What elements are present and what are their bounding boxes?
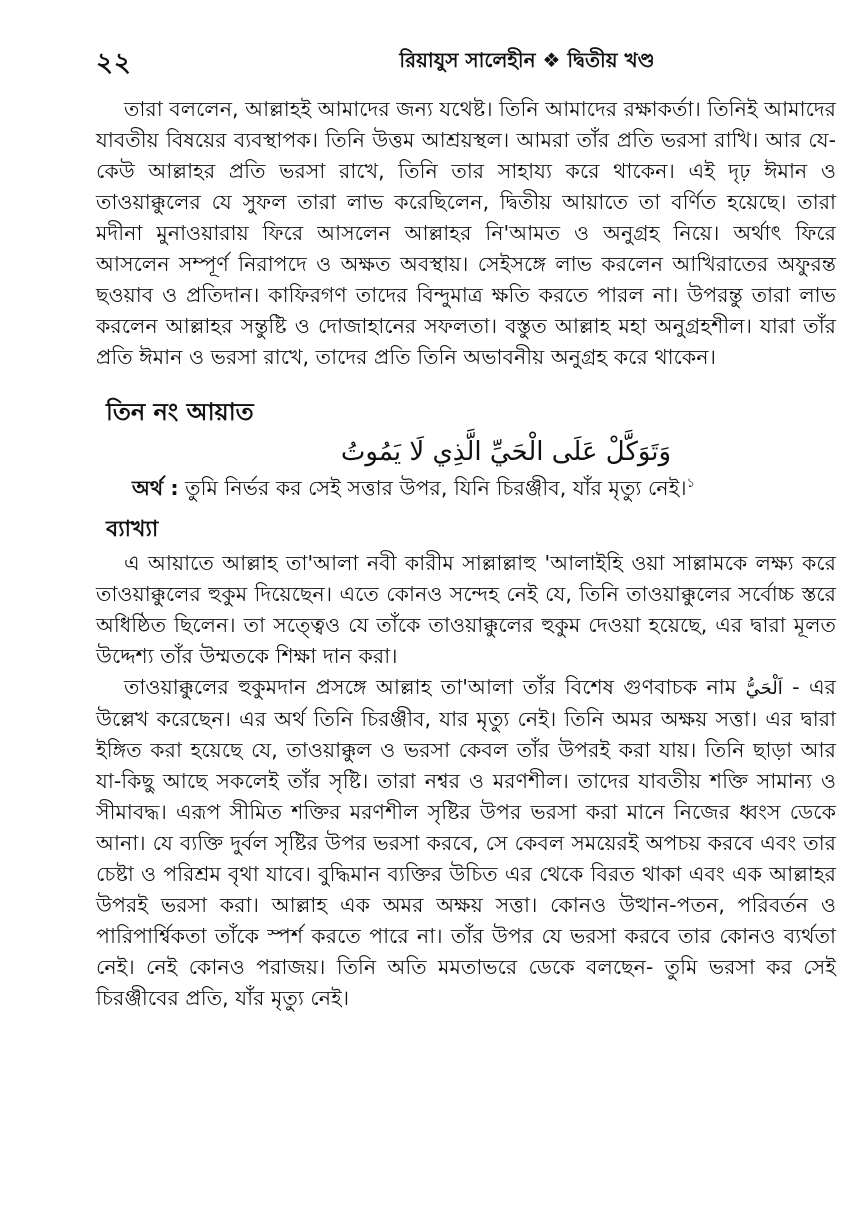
page-body: [96, 94, 836, 1014]
arabic-verse: وَتَوَكَّلْ عَلَى الْحَيِّ الَّذِي لَا يَمُوتُ: [340, 437, 672, 467]
explanation-heading: ব্যাখ্যা: [106, 517, 159, 542]
meaning-label: অর্থ :: [132, 476, 179, 500]
footnote-marker: ১: [686, 476, 696, 492]
running-head: [96, 42, 838, 82]
meaning-text: তুমি নির্ভর কর সেই সত্তার উপর, যিনি চিরঞ্জীব, যাঁর মৃত্যু নেই।: [185, 476, 687, 500]
header-title: রিয়াযুস সালেহীন ❖ দ্বিতীয় খণ্ড: [399, 48, 655, 72]
paragraph-3-before: তাওয়াক্কুলের হুকুমদান প্রসঙ্গে আল্লাহ তা'আলা তাঁর বিশেষ গুণবাচক নাম: [124, 675, 737, 699]
paragraph-explanation-1: এ আয়াতে আল্লাহ তা'আলা নবী কারীম সাল্লাল্লাহু 'আলাইহি ওয়া সাল্লামকে লক্ষ্য করে তাওয়াক্কুলের হুকুম দিয়েছেন। এতে কোনও সন্দেহ নেই যে, তিনি তাওয়াক্কুলের সর্বোচ্চ স্তরে অধিষ্ঠিত ছিলেন। তা সত্ত্বেও যে তাঁকে তাওয়াক্কুলের হুকুম দেওয়া হয়েছে, এর দ্বারা মূলত উদ্দেশ্য তাঁর উম্মতকে শিক্ষা দান করা।: [96, 551, 836, 668]
paragraph-3-after: - এর উল্লেখ করেছেন। এর অর্থ তিনি চিরঞ্জীব, যার মৃত্যু নেই। তিনি অমর অক্ষয় সত্তা। এর দ্বারা ইঙ্গিত করা হয়েছে যে, তাওয়াক্কুল ও ভরসা কেবল তাঁর উপরই করা যায়। তিনি ছাড়া আর যা-কিছু আছে সকলেই তাঁর সৃষ্টি। তারা নশ্বর ও মরণশীল। তাদের যাবতীয় শক্তি সামান্য ও সীমাবদ্ধ। এরূপ সীমিত শক্তির মরণশীল সৃষ্টির উপর ভরসা করা মানে নিজের ধ্বংস ডেকে আনা। যে ব্যক্তি দুর্বল সৃষ্টির উপর ভরসা করবে, সে কেবল সময়েরই অপচয় করবে এবং তার চেষ্টা ও পরিশ্রম বৃথা যাবে। বুদ্ধিমান ব্যক্তির উচিত এর থেকে বিরত থাকা এবং এক আল্লাহর উপরই ভরসা করা। আল্লাহ এক অমর অক্ষয় সত্তা। কোনও উত্থান-পতন, পরিবর্তন ও পারিপার্শ্বিকতা তাঁকে স্পর্শ করতে পারে না। তাঁর উপর যে ভরসা করবে তার কোনও ব্যর্থতা নেই। নেই কোনও পরাজয়। তিনি অতি মমতাভরে ডেকে বলছেন- তুমি ভরসা কর সেই চিরঞ্জীবের প্রতি, যাঁর মৃত্যু নেই।: [96, 675, 837, 1010]
paragraph-intro: তারা বললেন, আল্লাহই আমাদের জন্য যথেষ্ট। তিনি আমাদের রক্ষাকর্তা। তিনিই আমাদের যাবতীয় বিষয়ের ব্যবস্থাপক। তিনি উত্তম আশ্রয়স্থল। আমরা তাঁর প্রতি ভরসা রাখি। আর যে-কেউ আল্লাহর প্রতি ভরসা রাখে, তিনি তার সাহায্য করে থাকেন। এই দৃঢ় ঈমান ও তাওয়াক্কুলের যে সুফল তারা লাভ করেছিলেন, দ্বিতীয় আয়াতে তা বর্ণিত হয়েছে। তারা মদীনা মুনাওয়ারায় ফিরে আসলেন আল্লাহর নি'আমত ও অনুগ্রহ নিয়ে। অর্থাৎ ফিরে আসলেন সম্পূর্ণ নিরাপদে ও অক্ষত অবস্থায়। সেইসঙ্গে লাভ করলেন আখিরাতের অফুরন্ত ছওয়াব ও প্রতিদান। কাফিরগণ তাদের বিন্দুমাত্র ক্ষতি করতে পারল না। উপরন্তু তারা লাভ করলেন আল্লাহর সন্তুষ্টি ও দোজাহানের সফলতা। বস্তুত আল্লাহ মহা অনুগ্রহশীল। যারা তাঁর প্রতি ঈমান ও ভরসা রাখে, তাদের প্রতি তিনি অভাবনীয় অনুগ্রহ করে থাকেন।: [96, 97, 836, 369]
section-heading: তিন নং আয়াত: [106, 398, 254, 426]
page-number: ২২: [96, 48, 132, 78]
inline-arabic-word: اَلْحَيُّ: [745, 678, 783, 699]
verse-meaning: [132, 473, 836, 504]
paragraph-explanation-2: [96, 672, 836, 1014]
